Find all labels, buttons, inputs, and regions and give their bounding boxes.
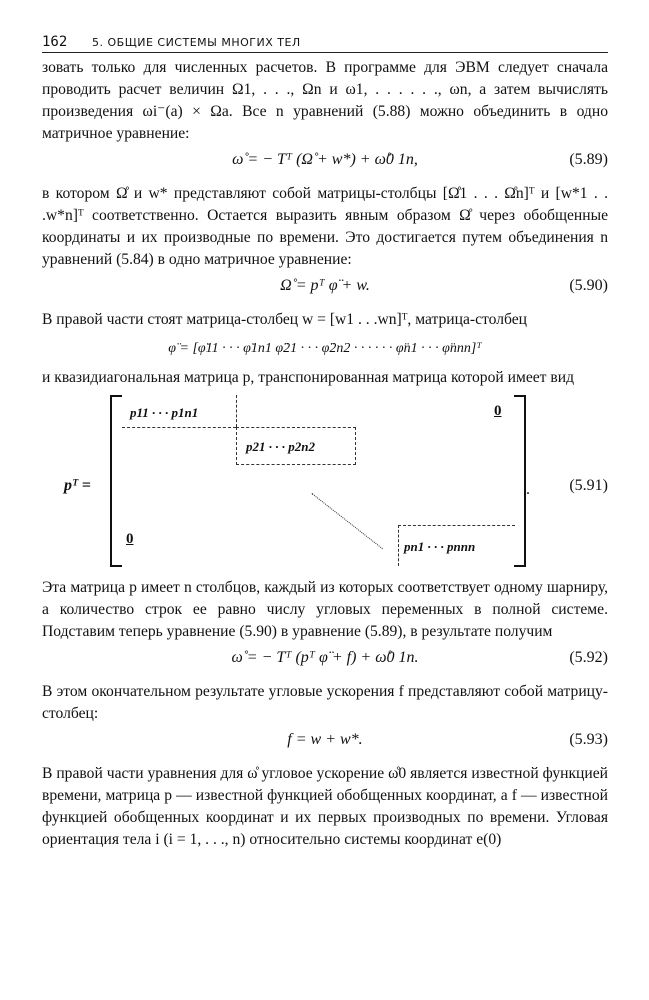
paragraph-5: Эта матрица p имеет n столбцов, каждый из которых соответствует одному шарниру, а количество строк ее равно числу угловых переменных в полной системе. Подставим теперь уравнение (5.90) в уравнение (5.89), в результате получим — [42, 579, 608, 640]
equation-5-90-number: (5.90) — [569, 277, 608, 294]
matrix-end-mark: . — [526, 481, 530, 498]
matrix-zero-top: 0 — [494, 403, 502, 419]
matrix-block-3: pn1 · · · pnnn — [404, 539, 476, 554]
page — [42, 30, 608, 851]
equation-5-92 — [42, 649, 608, 675]
paragraph-4: и квазидиагональная матрица p, транспонированная матрица которой имеет вид — [42, 369, 575, 386]
page-header — [42, 30, 608, 53]
phi-column-definition — [42, 335, 608, 365]
equation-5-90 — [42, 277, 608, 303]
phi-formula: φ̈ = [φ̈11 · · · φ̈1n1 φ̈21 · · · φ̈2n2 · · · · · · φ̈n1 · · · φ̈nnn]ᵀ — [168, 341, 482, 356]
right-bracket — [514, 395, 526, 567]
equation-5-92-number: (5.92) — [569, 649, 608, 666]
equation-5-90-formula: Ω̊ = pᵀ φ̈ + w. — [280, 277, 370, 294]
equation-5-92-formula: ω̊ = − Tᵀ (pᵀ φ̈ + f) + ω̊0 1n. — [231, 649, 419, 666]
paragraph-2: в котором Ω̊ и w* представляют собой матрицы-столбцы [Ω̊1 . . . Ω̊n]ᵀ и [w*1 . . .w*n]ᵀ соответственно. Остается выразить явным образом Ω̊ через обобщенные координаты и их производные по времени. Это достигается путем объединения n уравнений (5.84) в одно матричное уравнение: — [42, 185, 608, 268]
matrix-number: (5.91) — [569, 477, 608, 494]
equation-5-89-formula: ω̊ = − Tᵀ (Ω̊ + w*) + ω̊0 1n, — [232, 151, 418, 168]
equation-5-89-number: (5.89) — [569, 151, 608, 168]
running-head: 5. ОБЩИЕ СИСТЕМЫ МНОГИХ ТЕЛ — [92, 36, 301, 49]
equation-5-93-number: (5.93) — [569, 731, 608, 748]
matrix-label: pᵀ = — [64, 477, 91, 494]
paragraph-6: В этом окончательном результате угловые ускорения f представляют собой матрицу-столбец: — [42, 683, 608, 722]
matrix-block-1: p11 · · · p1n1 — [130, 405, 199, 420]
equation-5-89 — [42, 151, 608, 177]
block1-right-border — [236, 395, 237, 427]
paragraph-1: зовать только для численных расчетов. В программе для ЭВМ следует сначала проводить расчет величин Ω1, . . ., Ωn и ω1, . . . . . ., ωn, а затем вычислять произведения ωi⁻(a) × Ωa. Все n уравнений (5.88) можно объединить в одно матричное уравнение: — [42, 59, 608, 142]
paragraph-7: В правой части уравнения для ω̊ угловое ускорение ω̊0 является известной функцией времени, матрица p — известной функцией обобщенных координат, а f — известной функцией обобщенных координат и их первых производных по времени. Угловая ориентация тела i (i = 1, . . ., n) относительно системы координат e(0) — [42, 765, 608, 848]
equation-5-93 — [42, 731, 608, 757]
equation-5-93-formula: f = w + w*. — [287, 731, 363, 748]
paragraph-3: В правой части стоят матрица-столбец w = [w1 . . .wn]ᵀ, матрица-столбец — [42, 311, 527, 328]
block1-bottom-border — [122, 427, 236, 428]
diagonal-dots — [311, 493, 383, 549]
left-bracket — [110, 395, 122, 567]
page-number: 162 — [42, 34, 68, 50]
matrix-zero-bottom: 0 — [126, 531, 134, 547]
matrix-block-2: p21 · · · p2n2 — [246, 439, 315, 454]
matrix-5-91 — [42, 393, 608, 573]
